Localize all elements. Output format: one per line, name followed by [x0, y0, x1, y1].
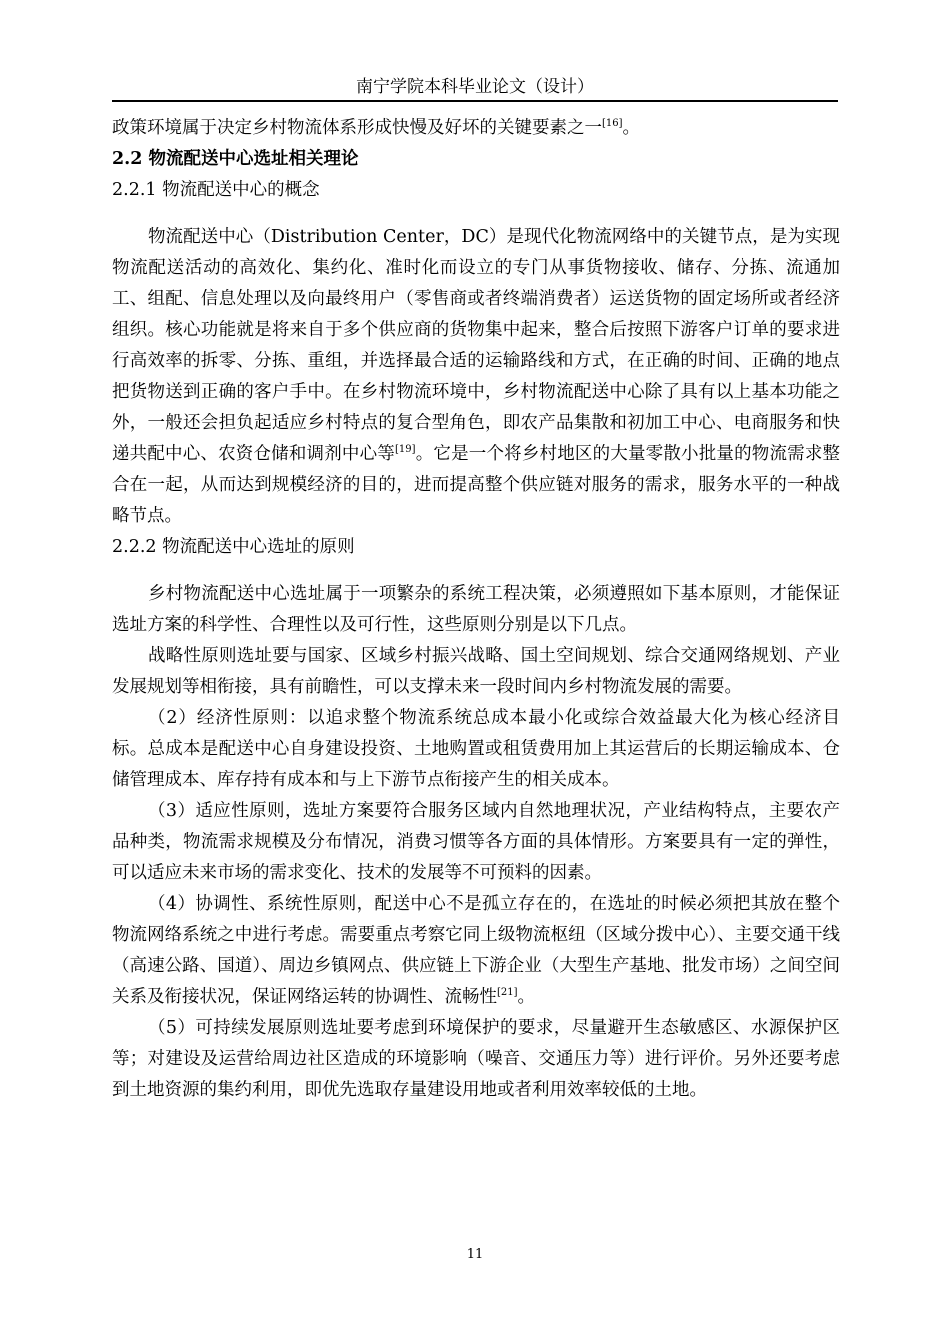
citation: [21] [497, 987, 518, 999]
paragraph-text: 政策环境属于决定乡村物流体系形成快慢及好坏的关键要素之一 [112, 118, 602, 138]
paragraph-principles-intro: 乡村物流配送中心选址属于一项繁杂的系统工程决策，必须遵照如下基本原则，才能保证选址方案的科学性、合理性以及可行性，这些原则分别是以下几点。 [112, 584, 840, 635]
paragraph-text: （4）协调性、系统性原则，配送中心不是孤立存在的，在选址的时候必须把其放在整个物流网络系统之中进行考虑。需要重点考察它同上级物流枢纽（区域分拨中心）、主要交通干线（高速公路、国道）、周边乡镇网点、供应链上下游企业（大型生产基地、批发市场）之间空间关系及衔接状况，保证网络运转的协调性、流畅性 [112, 894, 840, 1007]
paragraph-tail: 。它是一个将乡村地区的大量零散小批量的物流需求整合在一起，从而达到规模经济的目的，进而提高整个供应链对服务的需求，服务水平的一种战略节点。 [112, 444, 841, 526]
paragraph-economic-principle: （2）经济性原则：以追求整个物流系统总成本最小化或综合效益最大化为核心经济目标。总成本是配送中心自身建设投资、土地购置或租赁费用加上其运营后的长期运输成本、仓储管理成本、库存持有成本和与上下游节点衔接产生的相关成本。 [112, 708, 840, 790]
paragraph-strategic-principle: 战略性原则选址要与国家、区域乡村振兴战略、国土空间规划、综合交通网络规划、产业发展规划等相衔接，具有前瞻性，可以支撑未来一段时间内乡村物流发展的需要。 [112, 646, 840, 697]
spacer [112, 563, 840, 579]
paragraph-dc-concept [112, 222, 840, 532]
paragraph-coordination-principle [112, 889, 840, 1013]
subsection-heading-2-2-2: 2.2.2 物流配送中心选址的原则 [112, 537, 355, 557]
citation: [16] [602, 118, 623, 130]
page-number: 11 [466, 1247, 484, 1262]
citation: [19] [395, 444, 416, 456]
subsection-heading-2-2-1: 2.2.1 物流配送中心的概念 [112, 180, 320, 200]
page-header-title: 南宁学院本科毕业论文（设计） [356, 77, 594, 97]
page-body [112, 113, 840, 1106]
paragraph-text: 物流配送中心（Distribution Center，DC）是现代化物流网络中的关键节点，是为实现物流配送活动的高效化、集约化、准时化而设立的专门从事货物接收、储存、分拣、流通加工、组配、信息处理以及向最终用户（零售商或者终端消费者）运送货物的固定场所或者经济组织。核心功能就是将来自于多个供应商的货物集中起来，整合后按照下游客户订单的要求进行高效率的拆零、分拣、重组，并选择最合适的运输路线和方式，在正确的时间、正确的地点把货物送到正确的客户手中。在乡村物流环境中，乡村物流配送中心除了具有以上基本功能之外，一般还会担负起适应乡村特点的复合型角色，即农产品集散和初加工中心、电商服务和快递共配中心、农资仓储和调剂中心等 [112, 227, 840, 464]
header-rule [112, 100, 838, 102]
paragraph-tail: 。 [517, 987, 536, 1007]
paragraph-policy [112, 113, 840, 144]
paragraph-sustainability-principle: （5）可持续发展原则选址要考虑到环境保护的要求，尽量避开生态敏感区、水源保护区等；对建设及运营给周边社区造成的环境影响（噪音、交通压力等）进行评价。另外还要考虑到土地资源的集约利用，即优先选取存量建设用地或者利用效率较低的土地。 [112, 1018, 840, 1100]
spacer [112, 206, 840, 222]
paragraph-tail: 。 [622, 118, 641, 138]
section-heading-2-2: 2.2 物流配送中心选址相关理论 [112, 149, 359, 169]
paragraph-adaptability-principle: （3）适应性原则，选址方案要符合服务区域内自然地理状况，产业结构特点，主要农产品种类，物流需求规模及分布情况，消费习惯等各方面的具体情形。方案要具有一定的弹性，可以适应未来市场的需求变化、技术的发展等不可预料的因素。 [112, 801, 840, 883]
